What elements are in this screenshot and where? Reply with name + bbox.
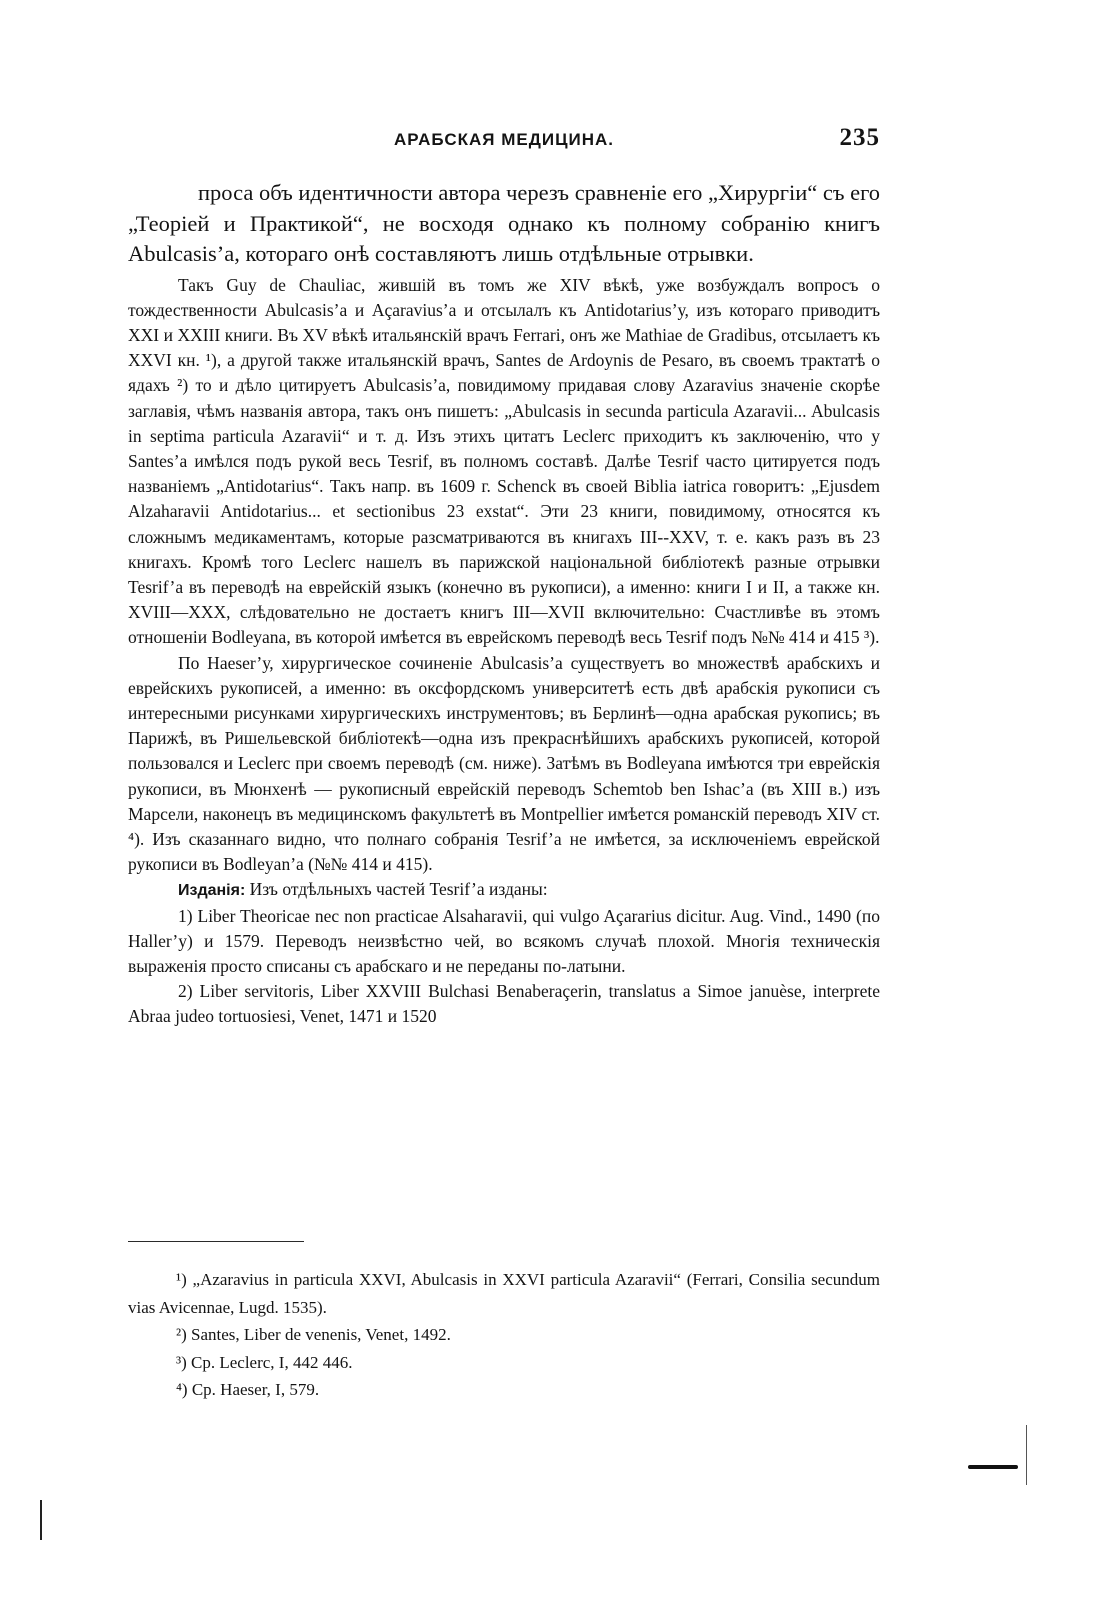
running-header (128, 124, 880, 158)
footnote-1: ¹) „Azaravius in particula XXVI, Abulcasis in XXVI particula Azaravii“ (Ferrari, Consilia secundum vias Avicennae, Lugd. 1535). (128, 1270, 880, 1317)
paragraph-edition-1: 1) Liber Theoricae nec non practicae Alsaharavii, qui vulgo Açararius dicitur. Aug. Vind., 1490 (по Haller’у) и 1579. Переводъ неизвѣстно чей, во всякомъ случаѣ плохой. Многія техническія выраженія просто списаны съ арабскаго и не переданы по-латыни. (128, 905, 880, 976)
page-number: 235 (839, 124, 880, 151)
paragraph-haeser: По Haeser’у, хирургическое сочиненіе Abulcasis’а существуетъ во множествѣ арабскихъ и еврейскихъ рукописей, а именно: въ оксфордскомъ университетѣ есть двѣ арабскія рукописи съ интересными рисунками хирургическихъ инструментовъ; въ Берлинѣ—одна арабская рукопись; въ Парижѣ, въ Ришельевской библіотекѣ—одна изъ прекраснѣйшихъ арабскихъ рукописей, которой пользовался и Leclerc при своемъ переводѣ (см. ниже). Затѣмъ въ Bodleyana имѣются три еврейскія рукописи, въ Мюнхенѣ — рукописный еврейскій переводъ Schemtob ben Ishac’а (въ XIII в.) изъ Марсели, наконецъ въ медицинскомъ факультетѣ въ Montpellier имѣется романскій переводъ XIV ст. ⁴). Изъ сказаннаго видно, что полнаго собранія Tesrif’а не имѣется, за исключеніемъ еврейской рукописи въ Bodleyan’а (№№ 414 и 415). (128, 652, 880, 875)
paragraph-editions-heading (128, 877, 880, 903)
paragraph-continued: проса объ идентичности автора черезъ сравненіе его „Хирургіи“ съ его „Теоріей и Практикой“, не восходя однако къ полному собранію книгъ Abulcasis’а, котораго онѣ составляютъ лишь отдѣльные отрывки. (128, 180, 881, 266)
editions-label: Изданія: (178, 882, 246, 900)
footnote-3: ³) Cp. Leclerc, I, 442 446. (176, 1352, 353, 1372)
footnotes (128, 1266, 880, 1404)
footnote-divider (128, 1241, 304, 1242)
paragraph-edition-2: 2) Liber servitoris, Liber XXVIII Bulchasi Benaberaçerin, translatus a Simoe januèse, interprete Abraa judeo tortuosiesi, Venet, 1471 и 1520 (128, 981, 880, 1027)
scan-artifact-line-right (1026, 1425, 1027, 1485)
paragraph-guy-de-chauliac: Такъ Guy de Chauliac, жившій въ томъ же XIV вѣкѣ, уже возбуждалъ вопросъ о тождественности Abulcasis’а и Açaravius’а и отсылалъ къ Antidotarius’у, изъ котораго приводитъ XXI и XXIII книги. Въ XV вѣкѣ итальянскій врачъ Ferrari, онъ же Mathiae de Gradibus, отсылаетъ къ XXVI кн. ¹), а другой также итальянскій врачъ, Santes de Ardoynis de Pesaro, въ своемъ трактатѣ о ядахъ ²) то и дѣло цитируетъ Abulcasis’а, повидимому придавая слову Azaravius значеніе скорѣе заглавія, чѣмъ названія автора, такъ онъ пишетъ: „Abulcasis in secunda particula Azaravii... Abulcasis in septima particula Azaravii“ и т. д. Изъ этихъ цитатъ Leclerc приходитъ къ заключенію, что у Santes’а имѣлся подъ рукой весь Tesrif, въ полномъ составѣ. Далѣе Tesrif часто цитируется подъ названіемъ „Antidotarius“. Такъ напр. въ 1609 г. Schenck въ своей Biblia iatrica говоритъ: „Ejusdem Alzaharavii Antidotarius... et sectionibus 23 exstat“. Эти 23 книги, повидимому, относятся къ сложнымъ медикаментамъ, которые разсматриваются въ книгахъ III--XXV, т. е. какъ разъ въ 23 книгахъ. Кромѣ того Leclerc нашелъ въ парижской національной библіотекѣ разные отрывки Tesrif’а въ переводѣ на еврейскій языкъ (конечно въ рукописи), а именно: книги I и II, а также кн. XVIII—XXX, слѣдовательно не достаетъ книгъ III—XVII включительно: Счастливѣе въ этомъ отношеніи Bodleyana, въ которой имѣется въ еврейскомъ переводѣ весь Tesrif подъ №№ 414 и 415 ³). (128, 274, 880, 648)
footnote-4: ⁴) Cp. Haeser, I, 579. (176, 1380, 320, 1399)
scan-artifact-dash (968, 1465, 1018, 1469)
scan-artifact-line-left (40, 1500, 42, 1540)
editions-intro: Изъ отдѣльныхъ частей Tesrif’а изданы: (245, 879, 548, 900)
footnote-2: ²) Santes, Liber de venenis, Venet, 1492. (176, 1325, 451, 1344)
chapter-title: АРАБСКАЯ МЕДИЦИНА. (393, 130, 614, 149)
body-text (128, 178, 880, 1030)
